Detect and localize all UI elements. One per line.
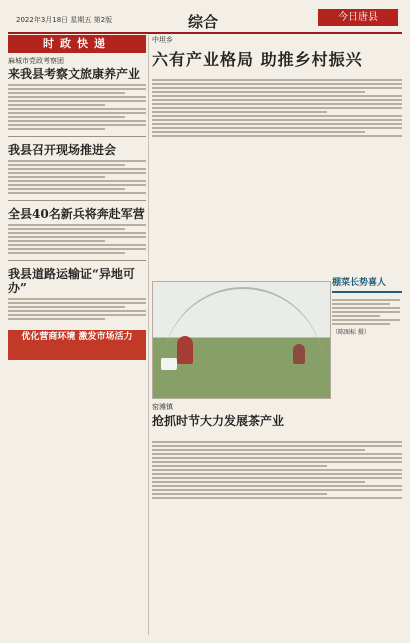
news-brief-banner: 时政快递	[8, 35, 146, 53]
worker-figure	[177, 336, 193, 364]
column-divider	[148, 35, 149, 635]
issue-date: 2022年3月18日 星期五 第2版	[16, 16, 113, 24]
photo-feature-title: 棚菜长势喜人	[332, 275, 402, 293]
photo-caption	[332, 297, 400, 337]
article3-title: 全县40名新兵将奔赴军营	[8, 207, 145, 221]
article1-subtitle: 麻城市党政考察团	[8, 57, 64, 65]
article2-title: 我县召开现场推进会	[8, 143, 117, 157]
article5-title: 六有产业格局 助推乡村振兴	[152, 50, 363, 69]
right-column	[152, 35, 402, 635]
article4-title: 我县道路运输证“异地可办”	[8, 267, 135, 295]
article5-kicker: 中坦乡	[152, 36, 173, 44]
article6-kicker: 窑滩镇	[152, 403, 173, 411]
worker-figure	[293, 344, 305, 364]
photo-credit: （陈图标 摄）	[332, 329, 370, 336]
greenhouse-photo	[152, 281, 331, 399]
bucket	[161, 358, 177, 370]
article1-title: 来我县考察文旅康养产业	[8, 67, 141, 81]
section-title: 综合	[188, 13, 219, 31]
logo: 今日唐县	[318, 9, 398, 26]
article6-title: 抢抓时节大力发展茶产业	[152, 414, 285, 428]
masthead	[8, 6, 402, 34]
left-column	[8, 35, 146, 635]
business-environment-banner: 优化营商环境 激发市场活力	[8, 330, 146, 360]
